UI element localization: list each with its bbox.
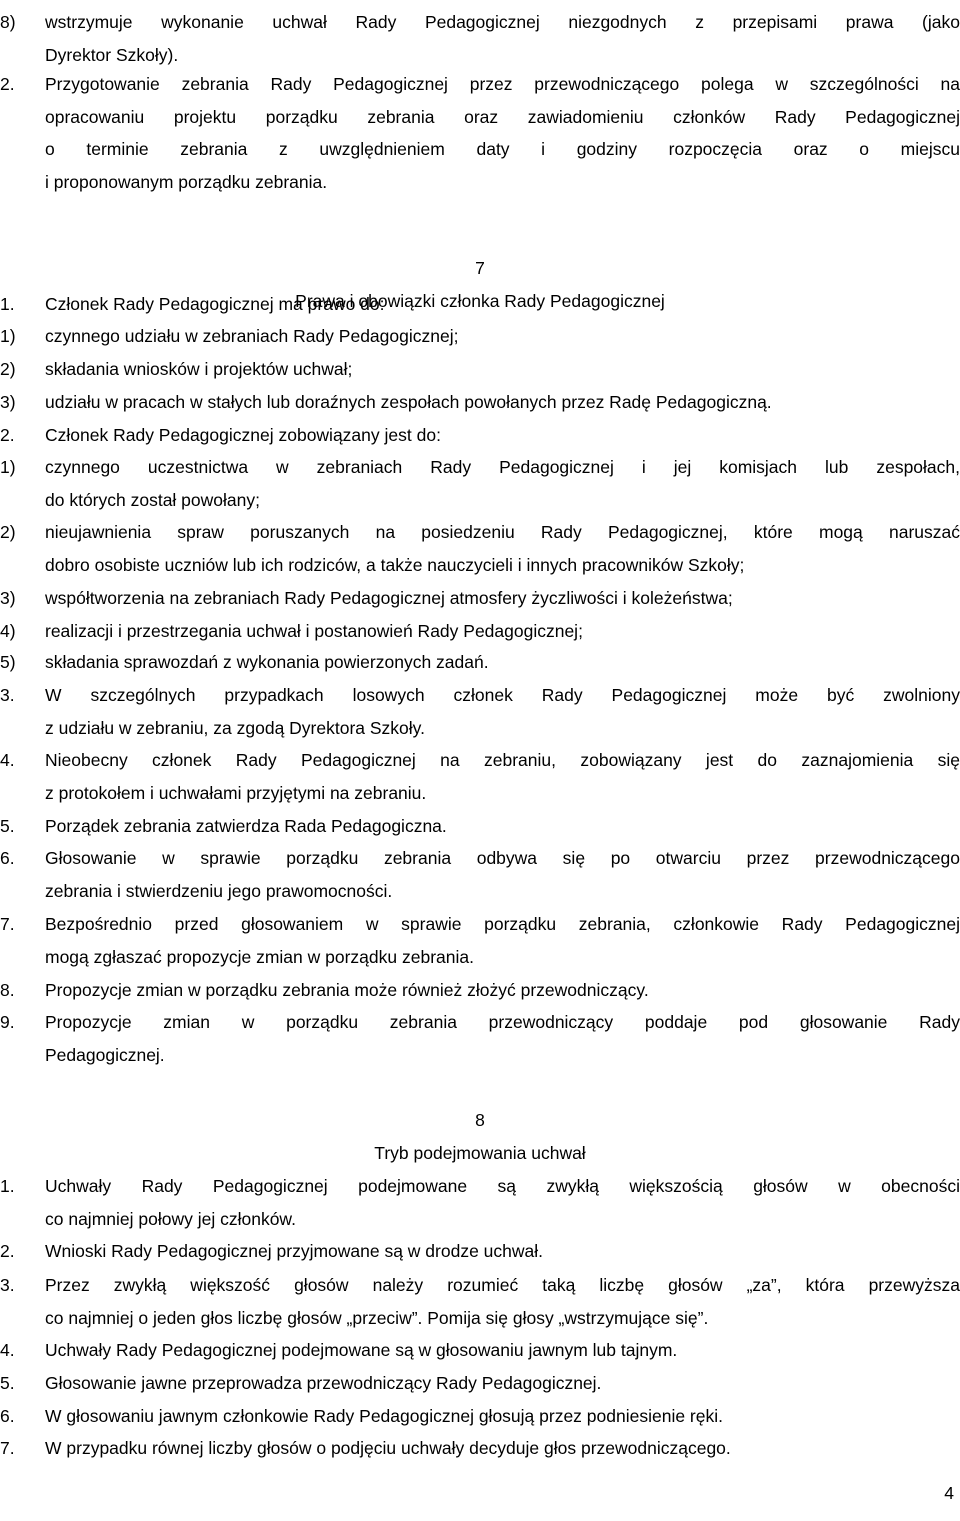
- item-number: 1.: [0, 294, 15, 314]
- item-number: 4.: [0, 750, 15, 770]
- item-text-line: Uchwały Rady Pedagogicznej podejmowane są w głosowaniu jawnym lub tajnym.: [45, 1340, 678, 1360]
- item-text-line: z udziału w zebraniu, za zgodą Dyrektora Szkoły.: [45, 718, 425, 738]
- item-text-line: Propozycje zmian w porządku zebrania przewodniczący poddaje pod głosowanie Rady: [45, 1012, 960, 1032]
- item-text-line: Uchwały Rady Pedagogicznej podejmowane są zwykłą większością głosów w obecności: [45, 1176, 960, 1196]
- item-number: 3): [0, 392, 16, 412]
- item-number: 7.: [0, 1438, 15, 1458]
- item-text-line: do których został powołany;: [45, 490, 260, 510]
- item-text-line: Porządek zebrania zatwierdza Rada Pedagogiczna.: [45, 816, 447, 836]
- item-number: 2): [0, 522, 16, 542]
- item-text-line: Członek Rady Pedagogicznej zobowiązany jest do:: [45, 425, 441, 445]
- section-title: Prawa i obowiązki członka Rady Pedagogicznej: [295, 291, 665, 311]
- item-text-line: co najmniej o jeden głos liczbę głosów „przeciw”. Pomija się głosy „wstrzymujące się”.: [45, 1308, 709, 1328]
- item-number: 5.: [0, 816, 15, 836]
- item-text-line: Nieobecny członek Rady Pedagogicznej na zebraniu, zobowiązany jest do zaznajomienia się: [45, 750, 960, 770]
- item-text-line: Głosowanie w sprawie porządku zebrania odbywa się po otwarciu przez przewodniczącego: [45, 848, 960, 868]
- item-text-line: czynnego uczestnictwa w zebraniach Rady Pedagogicznej i jej komisjach lub zespołach,: [45, 457, 960, 477]
- item-text-line: Członek Rady Pedagogicznej ma prawo do:: [45, 294, 385, 314]
- section-title: Tryb podejmowania uchwał: [374, 1143, 586, 1163]
- page-number: 4: [944, 1483, 954, 1503]
- item-number: 9.: [0, 1012, 15, 1032]
- item-number: 8.: [0, 980, 15, 1000]
- item-text-line: czynnego udziału w zebraniach Rady Pedagogicznej;: [45, 326, 459, 346]
- item-text-line: wstrzymuje wykonanie uchwał Rady Pedagogicznej niezgodnych z przepisami prawa (jako: [45, 12, 960, 32]
- item-text-line: Propozycje zmian w porządku zebrania może również złożyć przewodniczący.: [45, 980, 649, 1000]
- item-number: 8): [0, 12, 16, 32]
- item-text-line: składania sprawozdań z wykonania powierzonych zadań.: [45, 652, 489, 672]
- item-number: 2.: [0, 74, 15, 94]
- item-number: 3.: [0, 1275, 15, 1295]
- item-text-line: W przypadku równej liczby głosów o podjęciu uchwały decyduje głos przewodniczącego.: [45, 1438, 731, 1458]
- item-number: 2.: [0, 425, 15, 445]
- item-number: 5.: [0, 1373, 15, 1393]
- item-number: 1): [0, 326, 16, 346]
- item-number: 4): [0, 621, 16, 641]
- item-text-line: Pedagogicznej.: [45, 1045, 165, 1065]
- item-text-line: Głosowanie jawne przeprowadza przewodniczący Rady Pedagogicznej.: [45, 1373, 602, 1393]
- item-text-line: zebrania i stwierdzeniu jego prawomocności.: [45, 881, 393, 901]
- item-text-line: z protokołem i uchwałami przyjętymi na zebraniu.: [45, 783, 427, 803]
- item-text-line: Przygotowanie zebrania Rady Pedagogicznej przez przewodniczącego polega w szczególności na: [45, 74, 960, 94]
- item-number: 2): [0, 359, 16, 379]
- item-number: 6.: [0, 848, 15, 868]
- item-text-line: realizacji i przestrzegania uchwał i postanowień Rady Pedagogicznej;: [45, 621, 583, 641]
- item-text-line: współtworzenia na zebraniach Rady Pedagogicznej atmosfery życzliwości i koleżeństwa;: [45, 588, 733, 608]
- item-number: 2.: [0, 1241, 15, 1261]
- item-text-line: opracowaniu projektu porządku zebrania oraz zawiadomieniu członków Rady Pedagogicznej: [45, 107, 960, 127]
- section-number: 8: [475, 1110, 485, 1130]
- item-text-line: Wnioski Rady Pedagogicznej przyjmowane są w drodze uchwał.: [45, 1241, 544, 1261]
- item-text-line: mogą zgłaszać propozycje zmian w porządku zebrania.: [45, 947, 474, 967]
- item-number: 7.: [0, 914, 15, 934]
- item-number: 1.: [0, 1176, 15, 1196]
- item-text-line: dobro osobiste uczniów lub ich rodziców, a także nauczycieli i innych pracowników Szkoły;: [45, 555, 745, 575]
- item-text-line: o terminie zebrania z uwzględnieniem daty i godziny rozpoczęcia oraz o miejscu: [45, 139, 960, 159]
- item-number: 4.: [0, 1340, 15, 1360]
- item-text-line: udziału w pracach w stałych lub doraźnych zespołach powołanych przez Radę Pedagogiczną.: [45, 392, 772, 412]
- item-text-line: Bezpośrednio przed głosowaniem w sprawie porządku zebrania, członkowie Rady Pedagogicznej: [45, 914, 960, 934]
- item-number: 3.: [0, 685, 15, 705]
- item-text-line: składania wniosków i projektów uchwał;: [45, 359, 353, 379]
- item-number: 1): [0, 457, 16, 477]
- section-number: 7: [475, 258, 485, 278]
- item-text-line: nieujawnienia spraw poruszanych na posiedzeniu Rady Pedagogicznej, które mogą naruszać: [45, 522, 960, 542]
- item-text-line: co najmniej połowy jej członków.: [45, 1209, 296, 1229]
- item-number: 3): [0, 588, 16, 608]
- item-text-line: Przez zwykłą większość głosów należy rozumieć taką liczbę głosów „za”, która przewyższa: [45, 1275, 960, 1295]
- item-number: 5): [0, 652, 16, 672]
- item-text-line: i proponowanym porządku zebrania.: [45, 172, 328, 192]
- item-text-line: Dyrektor Szkoły).: [45, 45, 179, 65]
- item-number: 6.: [0, 1406, 15, 1426]
- item-text-line: W głosowaniu jawnym członkowie Rady Pedagogicznej głosują przez podniesienie ręki.: [45, 1406, 723, 1426]
- item-text-line: W szczególnych przypadkach losowych członek Rady Pedagogicznej może być zwolniony: [45, 685, 960, 705]
